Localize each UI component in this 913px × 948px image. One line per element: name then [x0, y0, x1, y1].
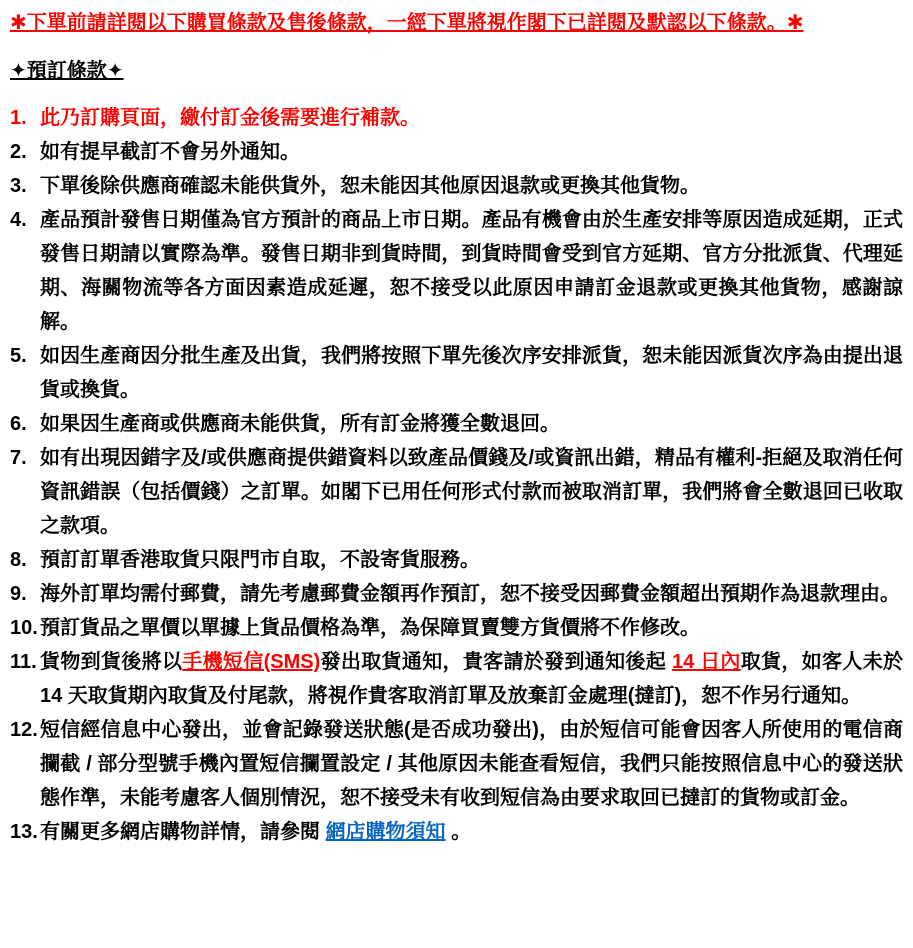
- term-text: [40, 107, 420, 129]
- term-number: 12.: [10, 719, 38, 741]
- term-text: [40, 719, 903, 809]
- pickup-deadline-highlight: 14 日內: [671, 651, 741, 673]
- term-text-segment: 如有出現因錯字及/或供應商提供錯資料以致產品價錢及/或資訊出錯，精品有權利-拒絕及取消任何資訊錯誤（包括價錢）之訂單。如閣下已用任何形式付款而被取消訂單，我們將會全數退回已收取之款項。: [40, 447, 903, 537]
- term-text-segment: 如果因生產商或供應商未能供貨，所有訂金將獲全數退回。: [40, 413, 560, 435]
- term-text-segment: 產品預計發售日期僅為官方預計的商品上市日期。產品有機會由於生產安排等原因造成延期，正式發售日期請以實際為準。發售日期非到貨時間，到貨時間會受到官方延期、官方分批派貨、代理延期、海關物流等各方面因素造成延遲，恕不接受以此原因申請訂金退款或更換其他貨物，感謝諒解。: [40, 209, 903, 333]
- term-text-segment: 取貨，如客人未於 14 天取貨期內取貨及付尾款，將視作貴客取消訂單及放棄訂金處理(撻訂)，恕不作另行通知。: [40, 651, 904, 707]
- term-item-6: [10, 407, 903, 441]
- purchase-notice-header: ✱下單前請詳閱以下購買條款及售後條款，一經下單將視作閣下已詳閱及默認以下條款。✱: [10, 12, 804, 34]
- term-text: [40, 821, 471, 843]
- term-item-13: [10, 815, 903, 849]
- store-shopping-guide-link[interactable]: 網店購物須知: [325, 821, 446, 843]
- sms-notice-highlight: 手機短信(SMS): [182, 651, 321, 673]
- term-item-3: [10, 169, 903, 203]
- term-item-8: [10, 543, 903, 577]
- term-text-segment: 貨物到貨後將以: [40, 651, 183, 673]
- term-number: 6.: [10, 413, 27, 435]
- terms-list: [10, 101, 903, 849]
- term-text: [40, 447, 903, 537]
- term-text-segment: 發出取貨通知，貴客請於發到通知後起: [320, 651, 672, 673]
- term-item-1: [10, 101, 903, 135]
- term-number: 7.: [10, 447, 27, 469]
- term-text: [40, 413, 560, 435]
- term-item-11: [10, 645, 903, 713]
- term-text: [40, 175, 700, 197]
- term-text-segment: 短信經信息中心發出，並會記錄發送狀態(是否成功發出)，由於短信可能會因客人所使用的電信商攔截 / 部分型號手機內置短信攔置設定 / 其他原因未能查看短信，我們只能按照信息中心的發送狀態作準，未能考慮客人個別情況，恕不接受未有收到短信為由要求取回已撻訂的貨物或訂金。: [40, 719, 903, 809]
- term-text-segment: 有關更多網店購物詳情，請參閱: [40, 821, 326, 843]
- term-text-segment: 此乃訂購頁面，繳付訂金後需要進行補款。: [40, 107, 420, 129]
- term-text-segment: 如因生產商因分批生產及出貨，我們將按照下單先後次序安排派貨，恕未能因派貨次序為由提出退貨或換貨。: [40, 345, 903, 401]
- term-number: 3.: [10, 175, 27, 197]
- term-text-segment: 下單後除供應商確認未能供貨外，恕未能因其他原因退款或更換其他貨物。: [40, 175, 700, 197]
- term-text: [40, 549, 480, 571]
- term-number: 9.: [10, 583, 27, 605]
- term-number: 4.: [10, 209, 27, 231]
- term-number: 13.: [10, 821, 38, 843]
- term-item-2: [10, 135, 903, 169]
- term-item-10: [10, 611, 903, 645]
- term-text-segment: 預訂訂單香港取貨只限門市自取，不設寄貨服務。: [40, 549, 480, 571]
- term-number: 5.: [10, 345, 27, 367]
- term-text-segment: 。: [445, 821, 472, 843]
- term-item-4: [10, 203, 903, 339]
- term-item-9: [10, 577, 903, 611]
- term-text: [40, 209, 903, 333]
- term-item-5: [10, 339, 903, 407]
- term-text-segment: 預訂貨品之單價以單據上貨品價格為準，為保障買賣雙方貨價將不作修改。: [40, 617, 700, 639]
- term-number: 8.: [10, 549, 27, 571]
- preorder-terms-section-title: [10, 54, 903, 88]
- term-item-12: [10, 713, 903, 815]
- preorder-terms-title-text: ✦預訂條款✦: [10, 60, 124, 82]
- term-number: 10.: [10, 617, 38, 639]
- term-text: [40, 617, 700, 639]
- term-text: [40, 583, 900, 605]
- term-text-segment: 海外訂單均需付郵費，請先考慮郵費金額再作預訂，恕不接受因郵費金額超出預期作為退款理由。: [40, 583, 900, 605]
- term-text-segment: 如有提早截訂不會另外通知。: [40, 141, 300, 163]
- term-text: [40, 651, 903, 707]
- term-number: 1.: [10, 107, 27, 129]
- term-number: 11.: [10, 651, 37, 673]
- term-text: [40, 141, 300, 163]
- term-text: [40, 345, 903, 401]
- term-item-7: [10, 441, 903, 543]
- term-number: 2.: [10, 141, 27, 163]
